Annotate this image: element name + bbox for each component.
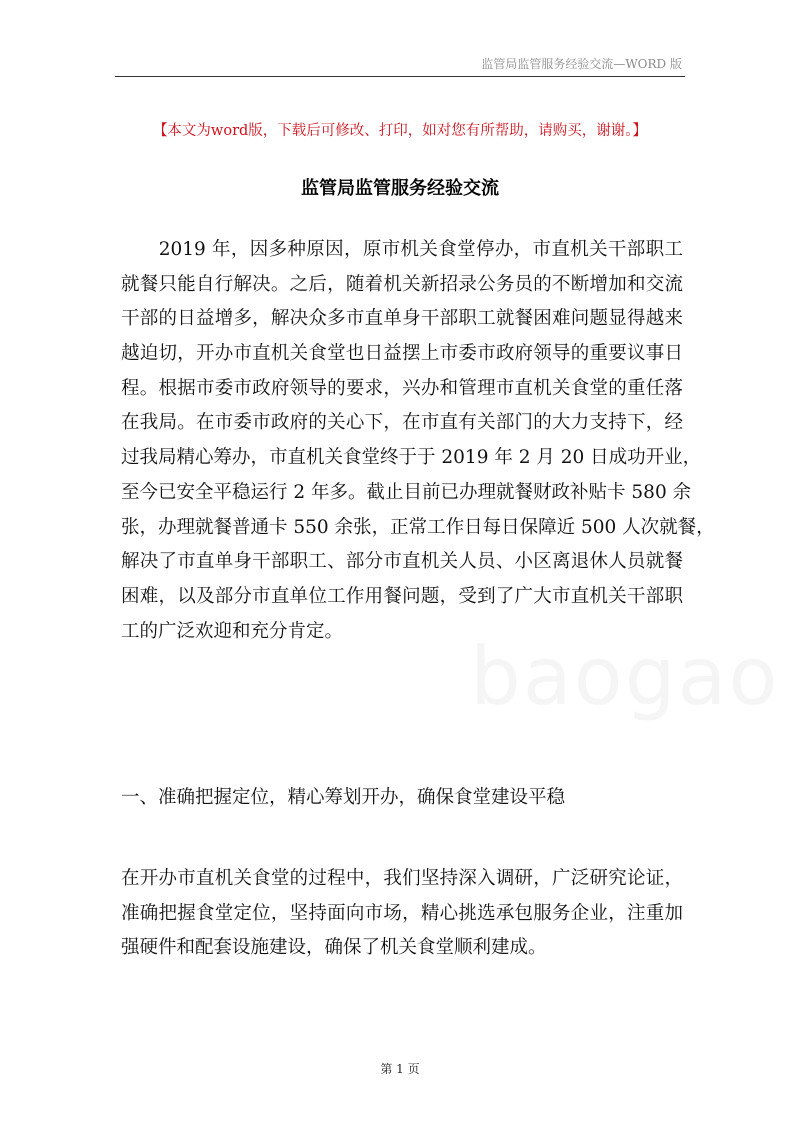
paragraph-line: 解决了市直单身干部职工、部分市直机关人员、小区离退休人员就餐 [121,551,683,573]
paragraph-line: 程。根据市委市政府领导的要求，兴办和管理市直机关食堂的重任落 [121,377,683,399]
document-title: 监管局监管服务经验交流 [301,178,499,199]
paragraph-line: 张，办理就餐普通卡 550 余张，正常工作日每日保障近 500 人次就餐， [121,516,715,538]
body-paragraph-2 [121,862,683,966]
header-rule [115,76,685,77]
paragraph-line: 准确把握食堂定位，坚持面向市场，精心挑选承包服务企业，注重加 [121,902,683,924]
paragraph-line: 2019 年，因多种原因，原市机关食堂停办，市直机关干部职工 [121,239,683,260]
paragraph-line: 越迫切，开办市直机关食堂也日益摆上市委市政府领导的重要议事日 [121,343,683,365]
section-heading-1: 一、准确把握定位，精心筹划开办，确保食堂建设平稳 [121,787,566,808]
paragraph-line: 干部的日益增多，解决众多市直单身干部职工就餐困难问题显得越来 [121,308,683,330]
purchase-notice: 【本文为word版，下载后可修改、打印，如对您有所帮助，请购买，谢谢。】 [152,123,648,139]
paragraph-line: 强硬件和配套设施建设，确保了机关食堂顺利建成。 [121,937,547,959]
paragraph-line: 在我局。在市委市政府的关心下，在市直有关部门的大力支持下，经 [121,412,683,434]
watermark: baogao [470,630,780,723]
paragraph-line: 困难，以及部分市直单位工作用餐问题，受到了广大市直机关干部职 [121,585,683,607]
paragraph-line: 工的广泛欢迎和充分肯定。 [121,620,344,642]
paragraph-line: 就餐只能自行解决。之后，随着机关新招录公务员的不断增加和交流 [121,273,683,295]
paragraph-line: 至今已安全平稳运行 2 年多。截止目前已办理就餐财政补贴卡 580 余 [121,481,692,503]
page-number: 第 1 页 [380,1062,420,1076]
paragraph-line: 在开办市直机关食堂的过程中，我们坚持深入调研，广泛研究论证， [121,868,683,889]
running-header: 监管局监管服务经验交流—WORD 版 [481,57,682,71]
body-paragraph-1 [121,233,715,649]
paragraph-line: 过我局精心筹办，市直机关食堂终于于 2019 年 2 月 20 日成功开业， [121,447,702,469]
